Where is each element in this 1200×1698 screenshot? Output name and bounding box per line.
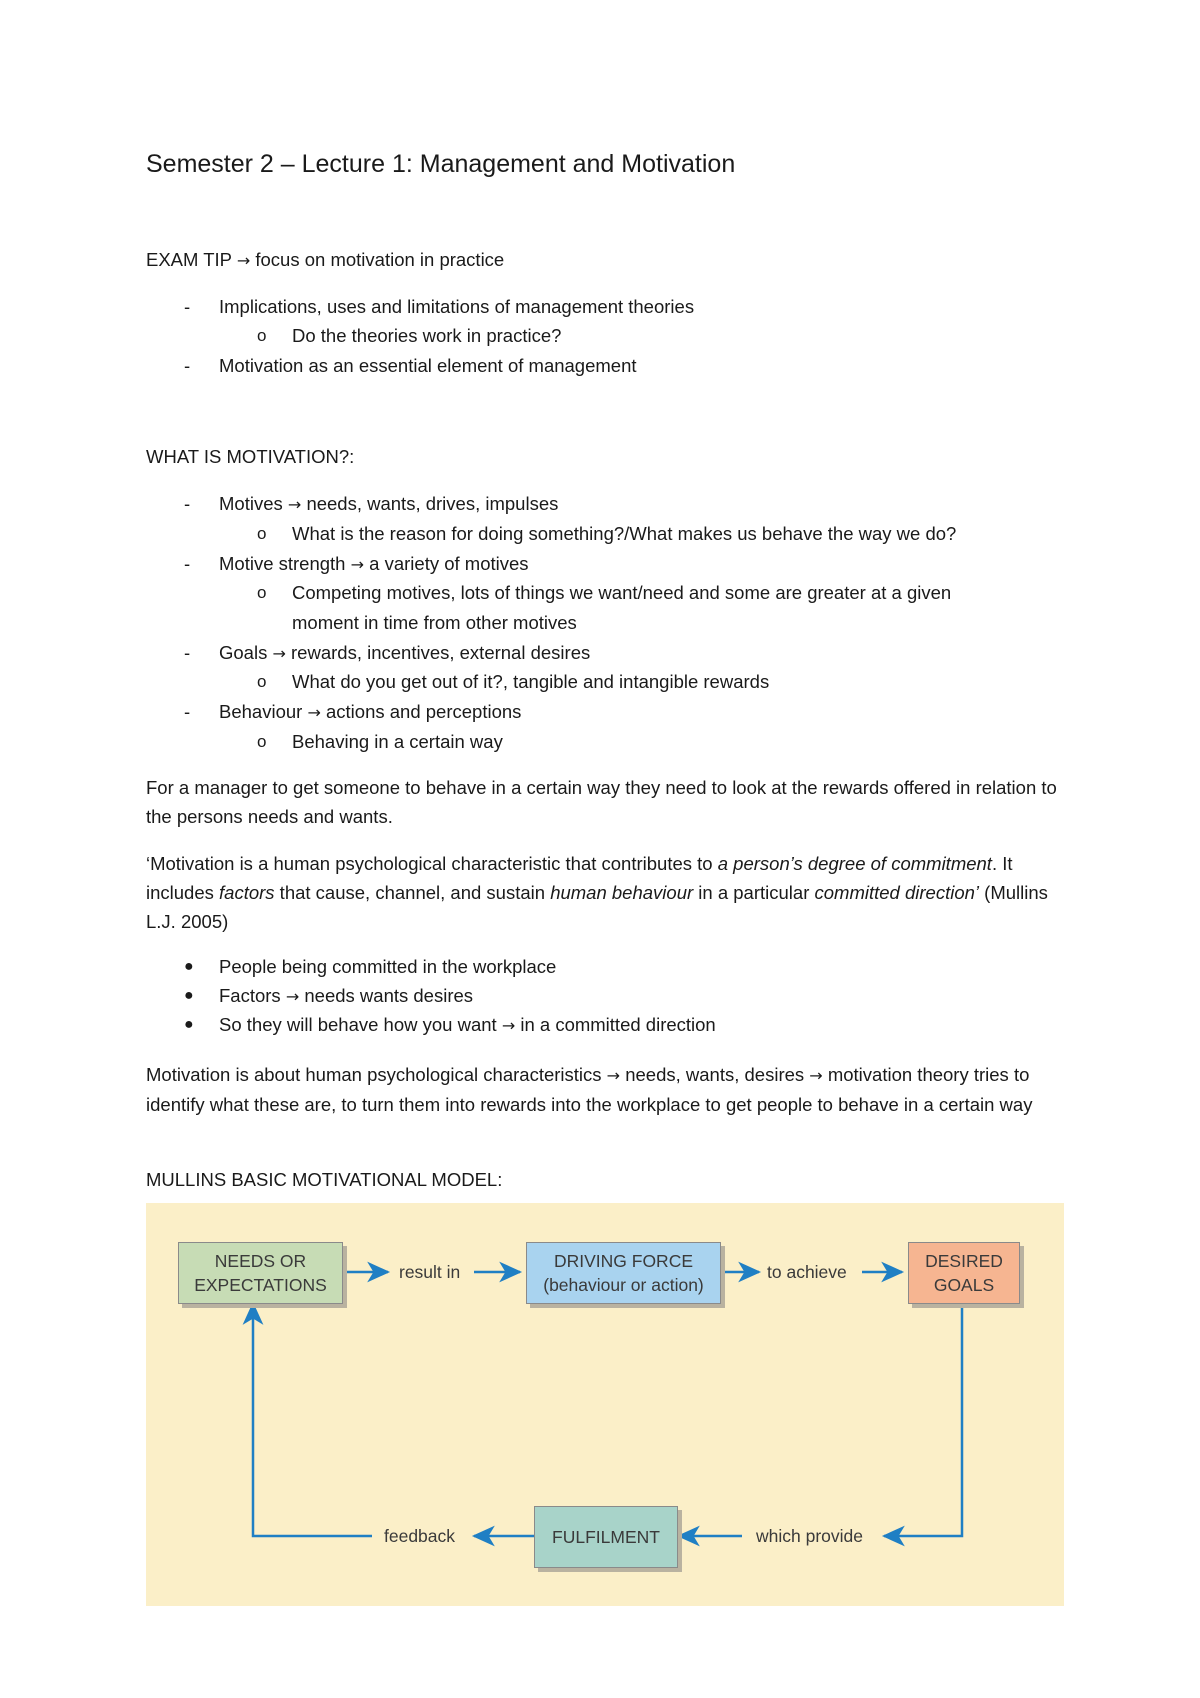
arrow-goals-to-provide bbox=[884, 1301, 962, 1536]
bullet-marker: ● bbox=[184, 987, 194, 1004]
bullet-item: People being committed in the workplace bbox=[219, 956, 557, 977]
bullet-marker: ● bbox=[184, 1016, 194, 1033]
item-text: needs, wants, drives, impulses bbox=[306, 493, 559, 514]
item-label: Goals bbox=[219, 642, 268, 663]
paragraph-text: Motivation is about human psychological characteristics bbox=[146, 1064, 602, 1085]
paragraph-text: needs, wants, desires bbox=[625, 1064, 805, 1085]
list-item bbox=[219, 492, 558, 517]
right-arrow-icon: → bbox=[272, 644, 286, 663]
list-item bbox=[219, 641, 590, 666]
sub-bullet-marker: o bbox=[257, 524, 267, 543]
list-item: Implications, uses and limitations of management theories bbox=[219, 296, 695, 317]
dash-marker: - bbox=[184, 553, 191, 574]
box-label: GOALS bbox=[933, 1275, 995, 1295]
list-item bbox=[219, 552, 529, 577]
right-arrow-icon: → bbox=[350, 555, 365, 574]
bullet-item bbox=[219, 1013, 716, 1038]
sub-bullet-marker: o bbox=[257, 672, 267, 691]
sub-bullet-marker: o bbox=[257, 732, 267, 751]
right-arrow-icon: → bbox=[287, 495, 302, 514]
quote-italic: human behaviour bbox=[550, 882, 694, 903]
quote-paragraph bbox=[146, 849, 1066, 936]
bullet-text: needs wants desires bbox=[304, 985, 474, 1006]
right-arrow-icon: → bbox=[236, 251, 251, 270]
list-subitem: What is the reason for doing something?/What makes us behave the way we do? bbox=[292, 523, 957, 544]
arrow-feedback-to-needs bbox=[253, 1304, 372, 1536]
model-heading: MULLINS BASIC MOTIVATIONAL MODEL: bbox=[146, 1169, 503, 1190]
box-label: DESIRED bbox=[925, 1251, 1003, 1271]
quote-text: ‘Motivation is a human psychological characteristic that contributes to bbox=[146, 853, 718, 874]
label-which-provide: which provide bbox=[756, 1526, 863, 1546]
bullet-text: So they will behave how you want bbox=[219, 1014, 497, 1035]
list-item: Motivation as an essential element of management bbox=[219, 355, 637, 376]
list-subitem: Behaving in a certain way bbox=[292, 731, 503, 752]
label-feedback: feedback bbox=[384, 1526, 456, 1546]
quote-italic: a person’s degree of commitment bbox=[717, 853, 992, 874]
exam-tip-line bbox=[146, 248, 504, 273]
quote-italic: committed direction’ bbox=[814, 882, 980, 903]
dash-marker: - bbox=[184, 296, 191, 317]
quote-text: . It includes bbox=[146, 853, 1013, 903]
quote-text: in a particular bbox=[693, 882, 815, 903]
label-to-achieve: to achieve bbox=[767, 1262, 847, 1282]
box-label: NEEDS OR bbox=[214, 1251, 307, 1271]
driving-force-box bbox=[526, 1242, 721, 1304]
label-result-in: result in bbox=[399, 1262, 461, 1282]
item-text: a variety of motives bbox=[369, 553, 529, 574]
sub-bullet-marker: o bbox=[257, 326, 267, 345]
sub-bullet-marker: o bbox=[257, 583, 267, 602]
quote-citation: (Mullins L.J. 2005) bbox=[146, 882, 1048, 932]
list-subitem: Do the theories work in practice? bbox=[292, 325, 562, 346]
dash-marker: - bbox=[184, 642, 191, 663]
fulfilment-box bbox=[534, 1506, 678, 1568]
dash-marker: - bbox=[184, 493, 191, 514]
item-label: Motives bbox=[219, 493, 283, 514]
box-label: FULFILMENT bbox=[552, 1527, 660, 1547]
box-label: EXPECTATIONS bbox=[194, 1275, 327, 1295]
dash-marker: - bbox=[184, 355, 191, 376]
dash-marker: - bbox=[184, 701, 191, 722]
section-heading: WHAT IS MOTIVATION?: bbox=[146, 446, 355, 467]
item-text: rewards, incentives, external desires bbox=[291, 642, 591, 663]
right-arrow-icon: → bbox=[307, 703, 321, 722]
desired-goals-box bbox=[908, 1242, 1020, 1304]
item-text: actions and perceptions bbox=[326, 701, 522, 722]
exam-tip-label: EXAM TIP bbox=[146, 249, 232, 270]
paragraph: For a manager to get someone to behave in a certain way they need to look at the rewards offered in relation to the persons needs and wants. bbox=[146, 777, 1057, 827]
right-arrow-icon: → bbox=[809, 1066, 823, 1085]
paragraph-text: motivation theory tries to identify what these are, to turn them into rewards into the workplace to get people to behave in a certain way bbox=[146, 1064, 1033, 1115]
list-subitem: Competing motives, lots of things we want/need and some are greater at a given bbox=[292, 582, 952, 603]
right-arrow-icon: → bbox=[285, 987, 300, 1006]
item-label: Motive strength bbox=[219, 553, 346, 574]
bullet-text: in a committed direction bbox=[520, 1014, 716, 1035]
bullet-marker: ● bbox=[184, 958, 194, 975]
paragraph bbox=[146, 1060, 1066, 1119]
item-label: Behaviour bbox=[219, 701, 303, 722]
quote-italic: factors bbox=[219, 882, 275, 903]
right-arrow-icon: → bbox=[606, 1066, 621, 1085]
box-label: (behaviour or action) bbox=[543, 1275, 704, 1295]
quote-text: that cause, channel, and sustain bbox=[274, 882, 551, 903]
motivational-model-diagram bbox=[146, 1203, 1064, 1606]
needs-box bbox=[178, 1242, 343, 1304]
bullet-text: Factors bbox=[219, 985, 281, 1006]
right-arrow-icon: → bbox=[501, 1016, 516, 1035]
bullet-item bbox=[219, 984, 473, 1009]
page-title: Semester 2 – Lecture 1: Management and Motivation bbox=[146, 150, 736, 178]
list-subitem: What do you get out of it?, tangible and intangible rewards bbox=[292, 671, 770, 692]
box-label: DRIVING FORCE bbox=[553, 1251, 694, 1271]
list-subitem-continued: moment in time from other motives bbox=[292, 612, 577, 633]
exam-tip-text: focus on motivation in practice bbox=[255, 249, 505, 270]
list-item bbox=[219, 700, 521, 725]
